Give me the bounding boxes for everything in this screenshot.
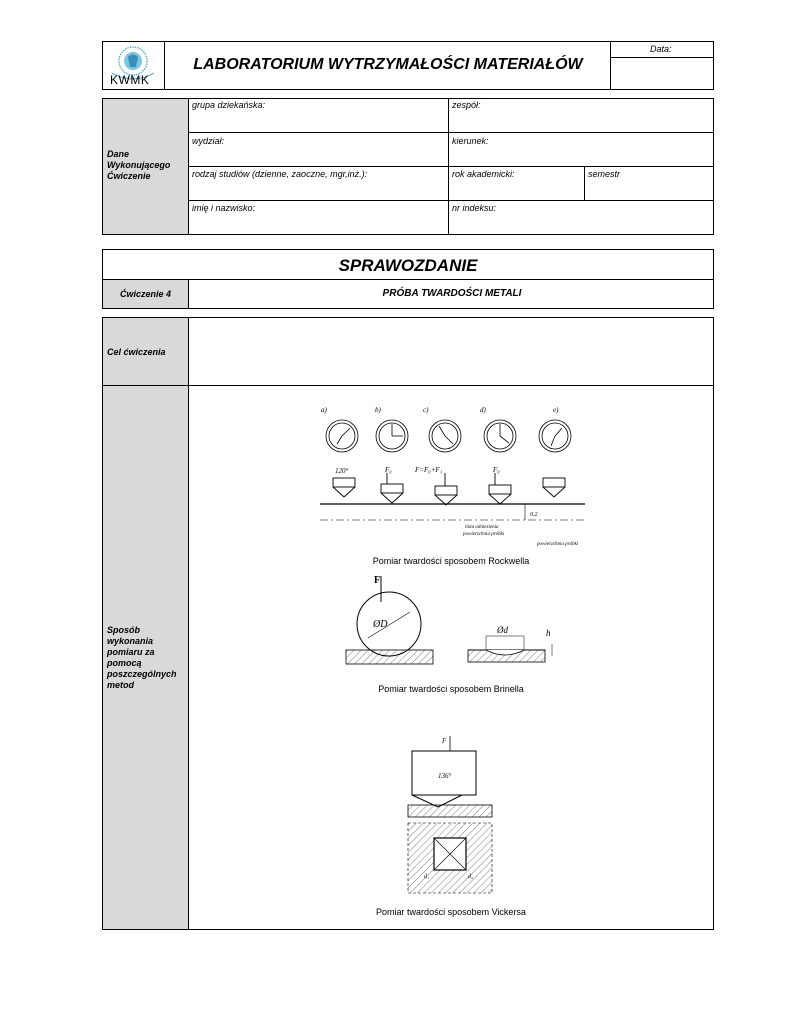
performer-hline-2 (188, 166, 714, 167)
rockwell-caption: Pomiar twardości sposobem Rockwella (372, 556, 530, 566)
rockwell-label-a: a) (321, 406, 327, 414)
report-vline (188, 280, 189, 309)
logo-text: KWMK (110, 73, 150, 87)
field-index[interactable]: nr indeksu: (452, 203, 497, 213)
brinell-force: F (374, 575, 381, 586)
rockwell-label-d: d) (480, 406, 486, 414)
field-faculty[interactable]: wydział: (192, 136, 225, 146)
rockwell-label-b: b) (375, 406, 381, 414)
field-study-type[interactable]: rodzaj studiów (dzienne, zaoczne, mgr,inż.): (192, 169, 368, 179)
brinell-depth: h (546, 628, 551, 638)
performer-vline-sem (584, 167, 585, 201)
rockwell-f0-b: F₀ (493, 466, 500, 474)
vickers-figure (400, 733, 500, 898)
content-hline (102, 385, 714, 386)
vickers-force: F (442, 737, 447, 745)
rockwell-ftotal: F=F₀+F₁ (415, 466, 443, 474)
exercise-label: Ćwiczenie 4 (119, 289, 172, 299)
header-date-sep (610, 57, 714, 58)
vickers-diag2: d₂ (468, 874, 474, 880)
field-group[interactable]: grupa dziekańska: (192, 100, 266, 110)
field-semester[interactable]: semestr (588, 169, 621, 179)
field-academic-year[interactable]: rok akademicki: (452, 169, 515, 179)
rockwell-figure (315, 400, 590, 550)
vickers-angle: 136° (438, 772, 452, 780)
rockwell-f0: F₀ (385, 466, 392, 474)
field-direction[interactable]: kierunek: (452, 136, 489, 146)
brinell-caption: Pomiar twardości sposobem Brinella (378, 684, 524, 694)
rockwell-label-c: c) (423, 406, 429, 414)
vickers-caption: Pomiar twardości sposobem Vickersa (376, 907, 526, 917)
rockwell-angle: 120° (335, 467, 349, 475)
header-title: LABORATORIUM WYTRZYMAŁOŚCI MATERIAŁÓW (193, 56, 583, 73)
rockwell-note-surface: powierzchnia próbki (537, 542, 579, 547)
exercise-title: PRÓBA TWARDOŚCI METALI (382, 288, 522, 299)
content-vline (188, 317, 189, 930)
performer-hline-1 (188, 132, 714, 133)
date-label: Data: (650, 44, 672, 54)
rockwell-depth: 0.2 (530, 512, 538, 518)
header-divider-right (610, 41, 611, 90)
field-team[interactable]: zespół: (452, 100, 481, 110)
performer-hline-3 (188, 200, 714, 201)
header-divider-left (164, 41, 165, 90)
brinell-indent-diameter: Ød (497, 625, 508, 635)
goal-label: Cel ćwiczenia (107, 347, 166, 357)
rockwell-note-line2: powierzchnia próbki (463, 532, 505, 537)
report-hline (102, 279, 714, 280)
rockwell-label-e: e) (553, 406, 559, 414)
header-logo (104, 43, 162, 89)
method-label: Sposób wykonania pomiaru za pomocą poszczególnych metod (107, 625, 177, 690)
brinell-figure (340, 572, 570, 672)
rockwell-note-line: linia odniesienia (465, 525, 499, 530)
performer-side-label: Dane Wykonującego Ćwiczenie (103, 99, 188, 234)
brinell-ball-diameter: ØD (373, 619, 388, 630)
vickers-diag1: d₁ (424, 874, 430, 880)
report-title: SPRAWOZDANIE (338, 256, 478, 275)
field-name[interactable]: imię i nazwisko: (192, 203, 256, 213)
